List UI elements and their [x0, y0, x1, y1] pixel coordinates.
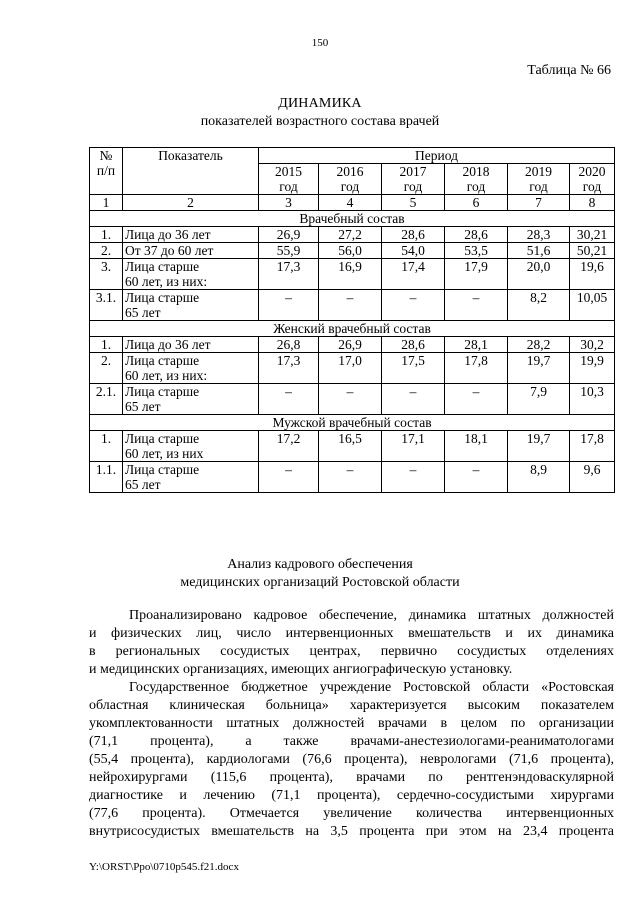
row-value: 50,21	[570, 243, 615, 259]
paragraph-line: укомплектованности штатных должностей врачами в целом по организации	[89, 716, 614, 731]
header-number	[90, 148, 123, 195]
row-value: 17,0	[319, 353, 382, 384]
section-header-row	[90, 211, 615, 227]
row-value: 28,3	[508, 227, 570, 243]
row-value: 16,9	[319, 259, 382, 290]
row-value: –	[259, 462, 319, 493]
row-value: 10,3	[570, 384, 615, 415]
table-row	[90, 462, 615, 493]
year-unit: год	[529, 179, 548, 194]
row-value: 56,0	[319, 243, 382, 259]
section-subtitle: медицинских организаций Ростовской области	[180, 575, 460, 590]
year-unit: год	[279, 179, 298, 194]
section-header: Женский врачебный состав	[90, 321, 615, 337]
row-label-line-2: 60 лет, из них	[125, 446, 204, 461]
row-value: –	[319, 462, 382, 493]
row-value: 26,8	[259, 337, 319, 353]
table-row	[90, 259, 615, 290]
row-value: 16,5	[319, 431, 382, 462]
column-number: 3	[259, 195, 319, 211]
header-year	[319, 164, 382, 195]
header-year	[570, 164, 615, 195]
year-unit: год	[340, 179, 360, 194]
paragraph-line: в региональных сосудистых центрах, первично сосудистых отделениях	[89, 644, 614, 659]
row-label	[123, 337, 259, 353]
paragraph-line: (71,1 процента), а также врачами-анестезиологами-реаниматологами	[89, 734, 614, 749]
row-value: 53,5	[445, 243, 508, 259]
row-value: 7,9	[508, 384, 570, 415]
header-year	[259, 164, 319, 195]
row-label	[123, 384, 259, 415]
row-label-line-2: 60 лет, из них:	[125, 274, 208, 289]
row-value: 19,7	[508, 431, 570, 462]
year-unit: год	[582, 179, 602, 194]
row-value: 19,9	[570, 353, 615, 384]
row-label	[123, 259, 259, 290]
table-row	[90, 227, 615, 243]
row-value: –	[445, 384, 508, 415]
table-label: Таблица № 66	[527, 63, 611, 78]
row-value: –	[382, 290, 445, 321]
year-value: 2016	[336, 164, 364, 179]
section-header-row	[90, 415, 615, 431]
section-header-row	[90, 321, 615, 337]
row-number: 3.	[90, 259, 123, 290]
row-label-line-1: От 37 до 60 лет	[125, 243, 214, 258]
row-label-line-2: 65 лет	[125, 305, 161, 320]
row-value: 17,3	[259, 259, 319, 290]
row-value: 17,8	[445, 353, 508, 384]
row-label	[123, 227, 259, 243]
row-value: –	[445, 290, 508, 321]
table-row	[90, 384, 615, 415]
row-label	[123, 462, 259, 493]
row-value: 18,1	[445, 431, 508, 462]
column-number: 7	[508, 195, 570, 211]
row-number: 1.	[90, 337, 123, 353]
row-label-line-1: Лица старше	[125, 431, 200, 446]
section-header: Врачебный состав	[90, 211, 615, 227]
year-value: 2018	[462, 164, 490, 179]
row-label	[123, 431, 259, 462]
paragraph-line: и медицинских организациях, имеющих ангиографическую установку.	[89, 662, 513, 677]
row-label-line-1: Лица до 36 лет	[125, 337, 211, 352]
row-value: –	[259, 290, 319, 321]
table-row	[90, 337, 615, 353]
column-number: 8	[570, 195, 615, 211]
row-value: 10,05	[570, 290, 615, 321]
row-value: 28,1	[445, 337, 508, 353]
row-value: 19,7	[508, 353, 570, 384]
file-path-footer: Y:\ORST\Ppo\0710p545.f21.docx	[89, 861, 239, 873]
year-value: 2020	[578, 164, 606, 179]
row-number: 1.1.	[90, 462, 123, 493]
row-value: –	[382, 462, 445, 493]
section-header: Мужской врачебный состав	[90, 415, 615, 431]
year-value: 2015	[275, 164, 302, 179]
table-row	[90, 353, 615, 384]
row-value: 30,21	[570, 227, 615, 243]
row-value: 28,6	[445, 227, 508, 243]
row-number: 1.	[90, 227, 123, 243]
row-label-line-1: Лица старше	[125, 384, 200, 399]
row-value: 28,2	[508, 337, 570, 353]
row-value: –	[259, 384, 319, 415]
paragraph-line: областная клиническая больница» характеризуется высоким показателем	[89, 698, 614, 713]
row-value: 55,9	[259, 243, 319, 259]
row-number: 2.1.	[90, 384, 123, 415]
row-value: –	[319, 290, 382, 321]
age-composition-table	[89, 147, 615, 493]
header-year	[508, 164, 570, 195]
row-label-line-1: Лица старше	[125, 462, 200, 477]
row-label	[123, 353, 259, 384]
row-value: 51,6	[508, 243, 570, 259]
paragraph-line: внутрисосудистых вмешательств на 3,5 процента при этом на 23,4 процента	[89, 824, 614, 839]
row-label	[123, 243, 259, 259]
paragraph-line: Проанализировано кадровое обеспечение, динамика штатных должностей	[129, 608, 614, 623]
row-value: 8,9	[508, 462, 570, 493]
row-value: 26,9	[259, 227, 319, 243]
row-value: 8,2	[508, 290, 570, 321]
page-number: 150	[311, 37, 329, 49]
row-value: –	[445, 462, 508, 493]
header-number-sublabel: п/п	[96, 163, 116, 178]
paragraph-line: нейрохирургами (115,6 процента), врачами по рентгенэндоваскулярной	[89, 770, 614, 785]
row-value: 17,5	[382, 353, 445, 384]
table-title: ДИНАМИКА	[278, 96, 362, 111]
column-number: 5	[382, 195, 445, 211]
column-number: 2	[123, 195, 259, 211]
header-number-label: №	[99, 148, 113, 163]
paragraph-line: (77,6 процента). Отмечается увеличение количества интервенционных	[89, 806, 614, 821]
table-subtitle: показателей возрастного состава врачей	[200, 114, 440, 129]
row-label-line-1: Лица старше	[125, 259, 200, 274]
row-number: 2.	[90, 353, 123, 384]
column-number: 6	[445, 195, 508, 211]
row-value: 17,8	[570, 431, 615, 462]
row-label	[123, 290, 259, 321]
row-label-line-1: Лица старше	[125, 290, 200, 305]
table-row	[90, 290, 615, 321]
row-label-line-2: 65 лет	[125, 399, 161, 414]
paragraph-line: и физических лиц, число интервенционных вмешательств и их динамика	[89, 626, 614, 641]
paragraph-2	[89, 679, 614, 841]
row-value: 17,3	[259, 353, 319, 384]
row-value: 30,2	[570, 337, 615, 353]
column-number: 4	[319, 195, 382, 211]
paragraph-line: диагностике и лечению (71,1 процента), сердечно-сосудистыми хирургами	[89, 788, 614, 803]
row-value: 27,2	[319, 227, 382, 243]
paragraph-line: (55,4 процента), кардиологами (76,6 процента), неврологами (71,6 процента),	[89, 752, 614, 767]
row-value: 20,0	[508, 259, 570, 290]
row-value: 17,4	[382, 259, 445, 290]
row-value: 17,1	[382, 431, 445, 462]
year-value: 2017	[399, 164, 427, 179]
year-unit: год	[466, 179, 486, 194]
header-indicator: Показатель	[123, 148, 259, 195]
paragraph-1	[89, 607, 614, 679]
table-column-numbers-row	[90, 195, 615, 211]
table-header-row	[90, 148, 615, 164]
header-period: Период	[259, 148, 615, 164]
header-year	[382, 164, 445, 195]
row-label-line-2: 60 лет, из них:	[125, 368, 208, 383]
row-number: 1.	[90, 431, 123, 462]
header-year	[445, 164, 508, 195]
year-value: 2019	[525, 164, 552, 179]
row-value: 17,2	[259, 431, 319, 462]
section-title: Анализ кадрового обеспечения	[227, 557, 413, 572]
column-number: 1	[90, 195, 123, 211]
row-value: 26,9	[319, 337, 382, 353]
row-number: 3.1.	[90, 290, 123, 321]
row-value: 19,6	[570, 259, 615, 290]
row-value: 28,6	[382, 227, 445, 243]
row-value: –	[319, 384, 382, 415]
row-label-line-1: Лица старше	[125, 353, 200, 368]
row-number: 2.	[90, 243, 123, 259]
row-value: 17,9	[445, 259, 508, 290]
row-value: –	[382, 384, 445, 415]
year-unit: год	[403, 179, 423, 194]
row-value: 9,6	[570, 462, 615, 493]
paragraph-line: Государственное бюджетное учреждение Ростовской области «Ростовская	[129, 680, 614, 695]
row-label-line-2: 65 лет	[125, 477, 161, 492]
row-value: 28,6	[382, 337, 445, 353]
table-row	[90, 243, 615, 259]
row-label-line-1: Лица до 36 лет	[125, 227, 211, 242]
table-row	[90, 431, 615, 462]
row-value: 54,0	[382, 243, 445, 259]
